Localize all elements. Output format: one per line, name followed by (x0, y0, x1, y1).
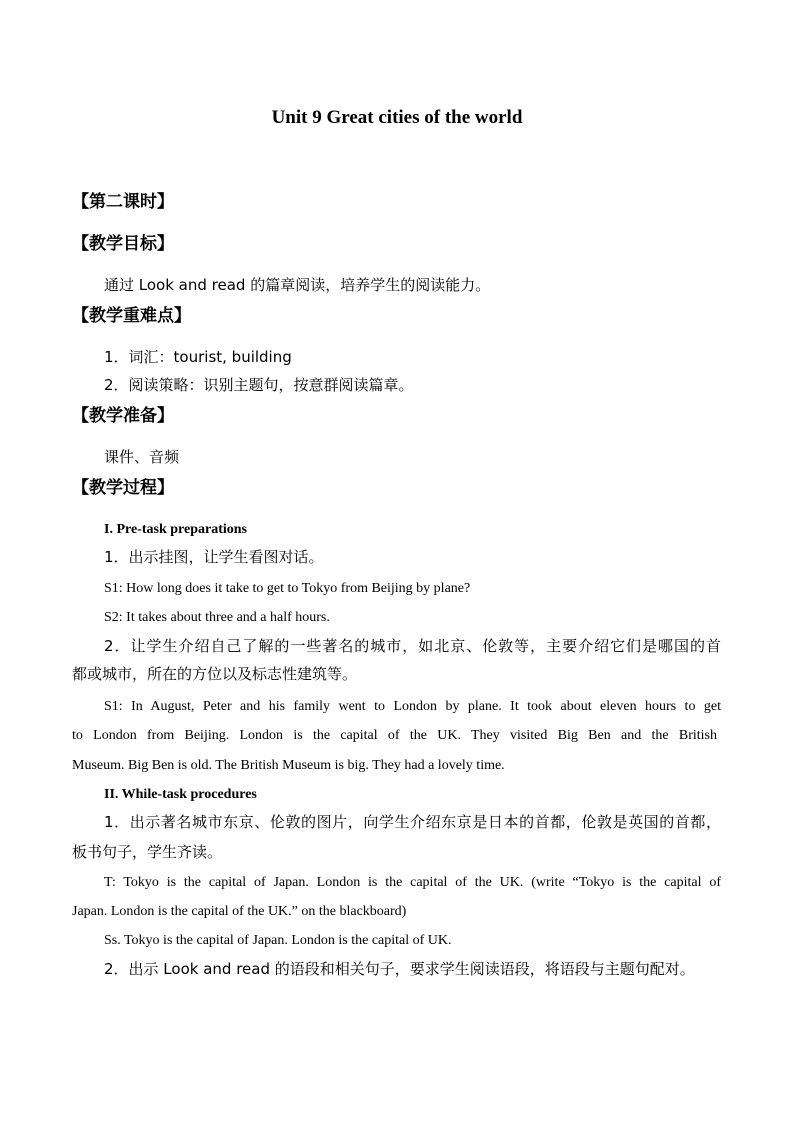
pre-task-heading: I. Pre-task preparations (104, 522, 247, 537)
dialogue-s1b-line-2: to London from Beijing. London is the capital of the UK. They visited Big Ben and the British (72, 728, 717, 743)
heading-key-points: 【教学重难点】 (72, 306, 191, 326)
teacher-line-2: Japan. London is the capital of the UK.” on the blackboard) (72, 904, 407, 919)
heading-process: 【教学过程】 (72, 478, 174, 498)
pre-task-step-2-line-2: 都或城市，所在的方位以及标志性建筑等。 (72, 665, 358, 683)
heading-preparation: 【教学准备】 (72, 406, 174, 426)
while-task-step-1-line-1: 1．出示著名城市东京、伦敦的图片，向学生介绍东京是日本的首都，伦敦是英国的首都， (104, 813, 721, 831)
while-task-step-2: 2．出示 Look and read 的语段和相关句子，要求学生阅读语段，将语段与主题句配对。 (104, 960, 695, 978)
while-task-step-1-line-2: 板书句子，学生齐读。 (72, 843, 223, 861)
pre-task-step-1: 1．出示挂图，让学生看图对话。 (104, 548, 324, 566)
heading-lesson: 【第二课时】 (72, 192, 174, 212)
dialogue-s1b-line-3: Museum. Big Ben is old. The British Museum is big. They had a lovely time. (72, 758, 505, 773)
students-line: Ss. Tokyo is the capital of Japan. London is the capital of UK. (104, 933, 452, 948)
pre-task-step-2-line-1: 2．让学生介绍自己了解的一些著名的城市，如北京、伦敦等，主要介绍它们是哪国的首 (104, 637, 721, 655)
teacher-line-1: T: Tokyo is the capital of Japan. London is the capital of the UK. (write “Tokyo is the capital of (104, 875, 721, 890)
goals-text: 通过 Look and read 的篇章阅读，培养学生的阅读能力。 (104, 276, 491, 294)
heading-goals: 【教学目标】 (72, 234, 174, 254)
while-task-heading: II. While-task procedures (104, 787, 257, 802)
dialogue-s1: S1: How long does it take to get to Tokyo from Beijing by plane? (104, 581, 471, 596)
key-point-2: 2．阅读策略：识别主题句，按意群阅读篇章。 (104, 376, 414, 394)
dialogue-s1b-line-1: S1: In August, Peter and his family went to London by plane. It took about eleven hours to get (104, 699, 721, 714)
dialogue-s2: S2: It takes about three and a half hours. (104, 610, 330, 625)
key-point-1: 1．词汇：tourist, building (104, 348, 292, 366)
preparation-text: 课件、音频 (104, 448, 180, 466)
document-title: Unit 9 Great cities of the world (271, 107, 523, 128)
